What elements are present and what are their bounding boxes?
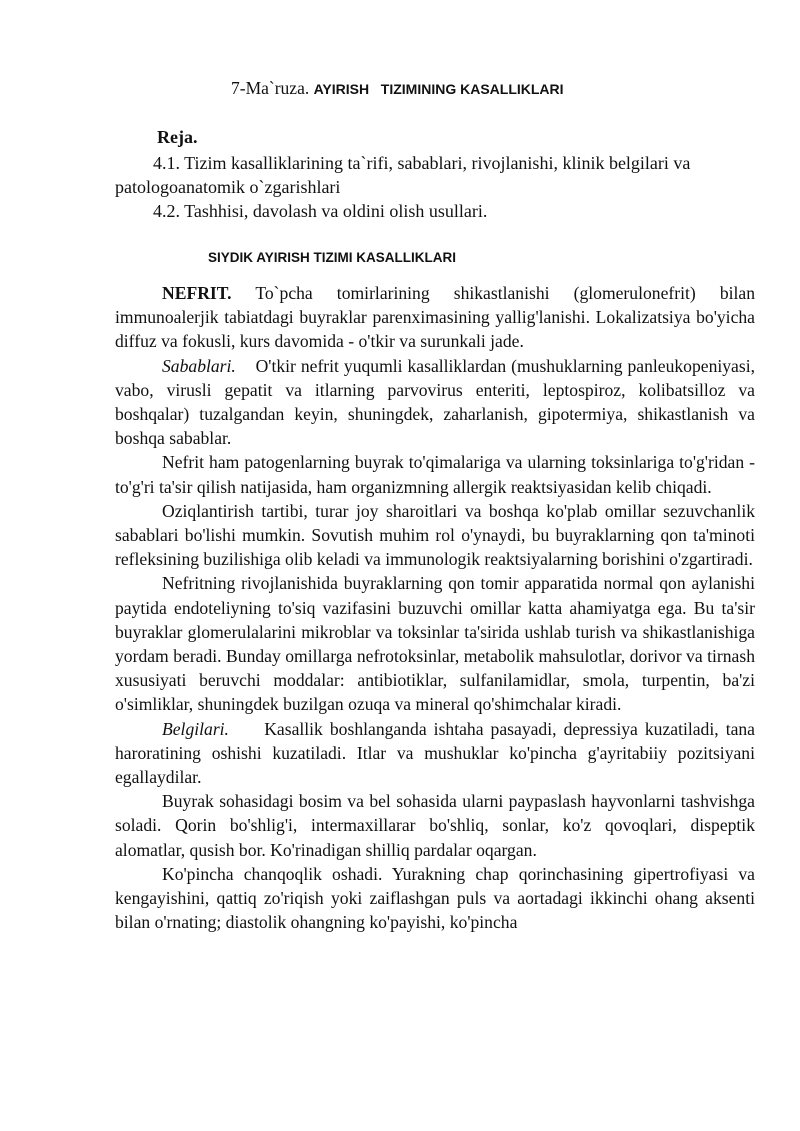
- paragraph-text: O'tkir nefrit yuqumli kasalliklardan (mushuklarning panleukopeniyasi, vabo, virusli gepatit va itlarning parvovirus enteriti, leptospiroz, kolibatsilloz va boshqalar) tuzalgandan keyin, shuningdek, zaharlanish, gipotermiya, shikastlanish va boshqa sabablar.: [115, 355, 760, 449]
- paragraph: [115, 281, 755, 354]
- paragraph-lead: NEFRIT.: [162, 283, 232, 303]
- paragraph-text: Oziqlantirish tartibi, turar joy sharoitlari va boshqa ko'plab omillar sezuvchanlik sabablari bo'lishi mumkin. Sovutish muhim rol o'ynaydi, bu buyraklarning qon ta'minoti refleksining buzilishiga olib keladi va immunologik reaktsiyalarning borishini o'zgartiradi.: [115, 500, 755, 570]
- page-title: [231, 78, 564, 99]
- paragraph-text: Kasallik boshlanganda ishtaha pasayadi, depressiya kuzatiladi, tana haroratining oshishi kuzatiladi. Itlar va mushuklar ko'pincha g'ayritabiiy pozitsiyani egallaydilar.: [115, 718, 760, 788]
- paragraph: [115, 862, 755, 935]
- paragraph-text: Nefrit ham patogenlarning buyrak to'qimalariga va ularning toksinlariga to'g'ridan -to'g'ri ta'sir qilish natijasida, ham organizmning allergik reaktsiyasidan kelib chiqadi.: [115, 452, 755, 497]
- plan-item: 4.1. Tizim kasalliklarining ta`rifi, sabablari, rivojlanishi, klinik belgilari va patologoanatomik o`zgarishlari: [115, 153, 691, 197]
- paragraph-text: To`pcha tomirlarining shikastlanishi (glomerulonefrit) bilan immunoalerjik tabiatdagi buyraklar parenximasining yallig'lanishi. Lokalizatsiya bo'yicha diffuz va fokusli, kurs davomida - o'tkir va surunkali jade.: [115, 283, 755, 352]
- section-heading: SIYDIK AYIRISH TIZIMI KASALLIKLARI: [208, 250, 457, 265]
- paragraph: [115, 789, 755, 862]
- body-text: [115, 281, 760, 934]
- plan-heading: Reja.: [157, 127, 198, 147]
- lecture-title: AYIRISH TIZIMINING KASALLIKLARI: [313, 81, 564, 97]
- paragraph: [115, 717, 760, 790]
- paragraph-text: Buyrak sohasidagi bosim va bel sohasida ularni paypaslash hayvonlarni tashvishga soladi. Qorin bo'shlig'i, intermaxillarar bo'shliq, sonlar, ko'z qovoqlari, dispeptik alomatlar, qusish bor. Ko'rinadigan shilliq pardalar oqargan.: [115, 791, 755, 860]
- plan-list: [115, 151, 755, 223]
- paragraph-lead: Sabablari.: [162, 355, 236, 376]
- plan-item: 4.2. Tashhisi, davolash va oldini olish usullari.: [153, 201, 488, 221]
- paragraph: [115, 450, 755, 498]
- paragraph: [115, 499, 755, 572]
- paragraph-text: Ko'pincha chanqoqlik oshadi. Yurakning chap qorinchasining gipertrofiyasi va kengayishini, qattiq zo'riqish yoki zaiflashgan puls va aortadagi ikkinchi ohang aksenti bilan o'rnating; diastolik ohangning ko'payishi, ko'pincha: [115, 863, 755, 933]
- paragraph: [115, 571, 755, 716]
- paragraph-lead: Belgilari.: [162, 718, 229, 739]
- paragraph: [115, 354, 760, 451]
- lecture-label: 7-Ma`ruza.: [231, 78, 310, 98]
- paragraph-text: Nefritning rivojlanishida buyraklarning qon tomir apparatida normal qon aylanishi paytida endoteliyning to'siq vazifasini buzuvchi omillar katta ahamiyatga ega. Bu ta'sir buyraklar glomerulalarini mikroblar va toksinlar ta'sirida ushlab turish va shikastlanishiga yordam beradi. Bunday omillarga nefrotoksinlar, metabolik mahsulotlar, dorivor va tirnash xususiyati beruvchi moddalar: antibiotiklar, sulfanilamidlar, smola, turpentin, ba'zi o'simliklar, shuningdek buzilgan ozuqa va mineral qo'shimchalar kiradi.: [115, 573, 755, 715]
